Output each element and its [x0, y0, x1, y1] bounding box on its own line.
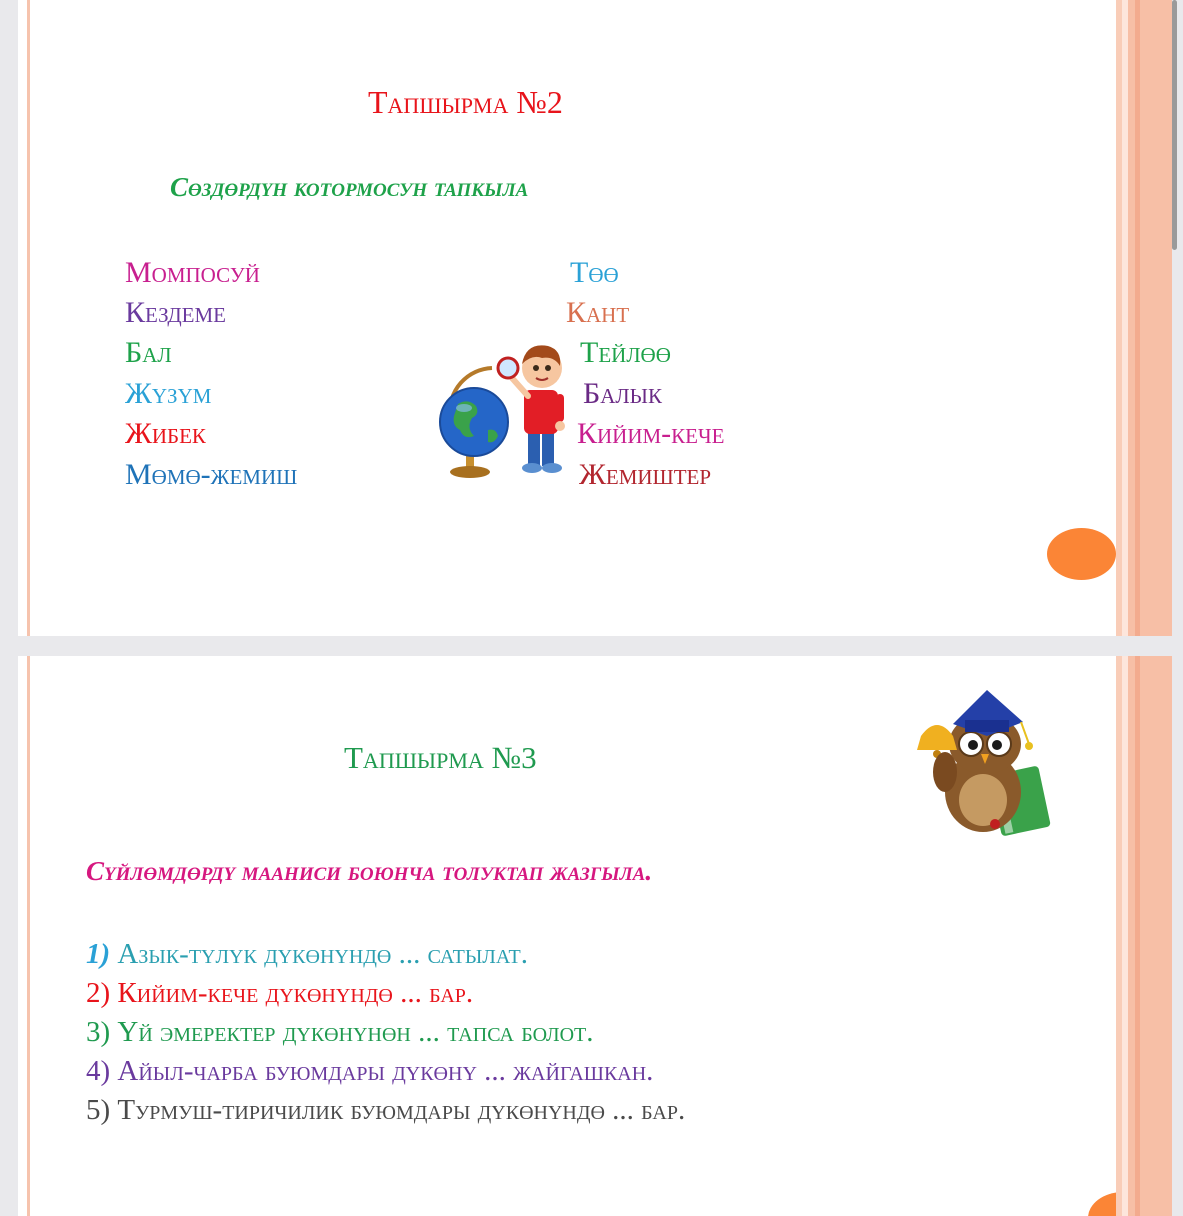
- right-word-2: Кант: [566, 296, 630, 329]
- right-word-3: Тейлөө: [580, 336, 671, 369]
- right-decor-stripes: [1116, 656, 1172, 1216]
- slide-task-3: [18, 656, 1172, 1216]
- boy-with-globe-and-magnifier-icon: [432, 338, 582, 484]
- right-word-4: Балык: [583, 377, 662, 410]
- sentence-2: [86, 979, 473, 1008]
- sentence-3-text: Үй эмеректер дүкөнүнөн ... тапса болот.: [117, 1016, 594, 1048]
- left-word-2: Кездеме: [125, 296, 226, 329]
- left-word-3: Бал: [125, 336, 172, 369]
- sentence-5-text: Турмуш-тиричилик буюмдары дүкөнүндө ... бар.: [117, 1094, 686, 1126]
- task-3-title: Тапшырма №3: [344, 740, 537, 775]
- right-word-6: Жемиштер: [579, 458, 712, 491]
- sentence-1-number: 1): [86, 938, 111, 970]
- sentence-5: [86, 1096, 685, 1125]
- sentence-1-text: Азык-түлүк дүкөнүндө ... сатылат.: [117, 938, 529, 970]
- left-word-4: Жүзүм: [125, 377, 212, 410]
- left-word-5: Жибек: [125, 417, 206, 450]
- sentence-3: [86, 1018, 594, 1047]
- sentence-4-text: Айыл-чарба буюмдары дүкөнү ... жайгашкан.: [117, 1055, 654, 1087]
- sentence-2-text: Кийим-кече дүкөнүндө ... бар.: [117, 977, 474, 1009]
- sentence-3-number: 3): [86, 1016, 111, 1048]
- task-2-title: Тапшырма №2: [368, 84, 563, 120]
- sentence-2-number: 2): [86, 977, 111, 1009]
- right-word-1: Төө: [570, 256, 619, 289]
- page-scrollbar[interactable]: [1172, 0, 1177, 250]
- left-accent-line: [27, 0, 30, 636]
- sentence-5-number: 5): [86, 1094, 111, 1126]
- task-2-instruction: Сөздөрдүн котормосун тапкыла: [170, 172, 529, 202]
- right-word-5: Кийим-кече: [577, 417, 725, 450]
- sentence-1: [86, 940, 528, 969]
- slide-nav-dot[interactable]: [1047, 528, 1116, 580]
- slide-task-2: [18, 0, 1172, 636]
- task-3-instruction: Сүйлөмдөрдү мааниси боюнча толуктап жазгыла.: [86, 856, 653, 886]
- left-word-1: Момпосуй: [125, 256, 260, 289]
- left-accent-line: [27, 656, 30, 1216]
- right-decor-stripes: [1116, 0, 1172, 636]
- sentence-4-number: 4): [86, 1055, 111, 1087]
- owl-with-bell-and-book-icon: [913, 682, 1068, 842]
- sentence-4: [86, 1057, 653, 1086]
- left-word-6: Мөмө-жемиш: [125, 458, 298, 491]
